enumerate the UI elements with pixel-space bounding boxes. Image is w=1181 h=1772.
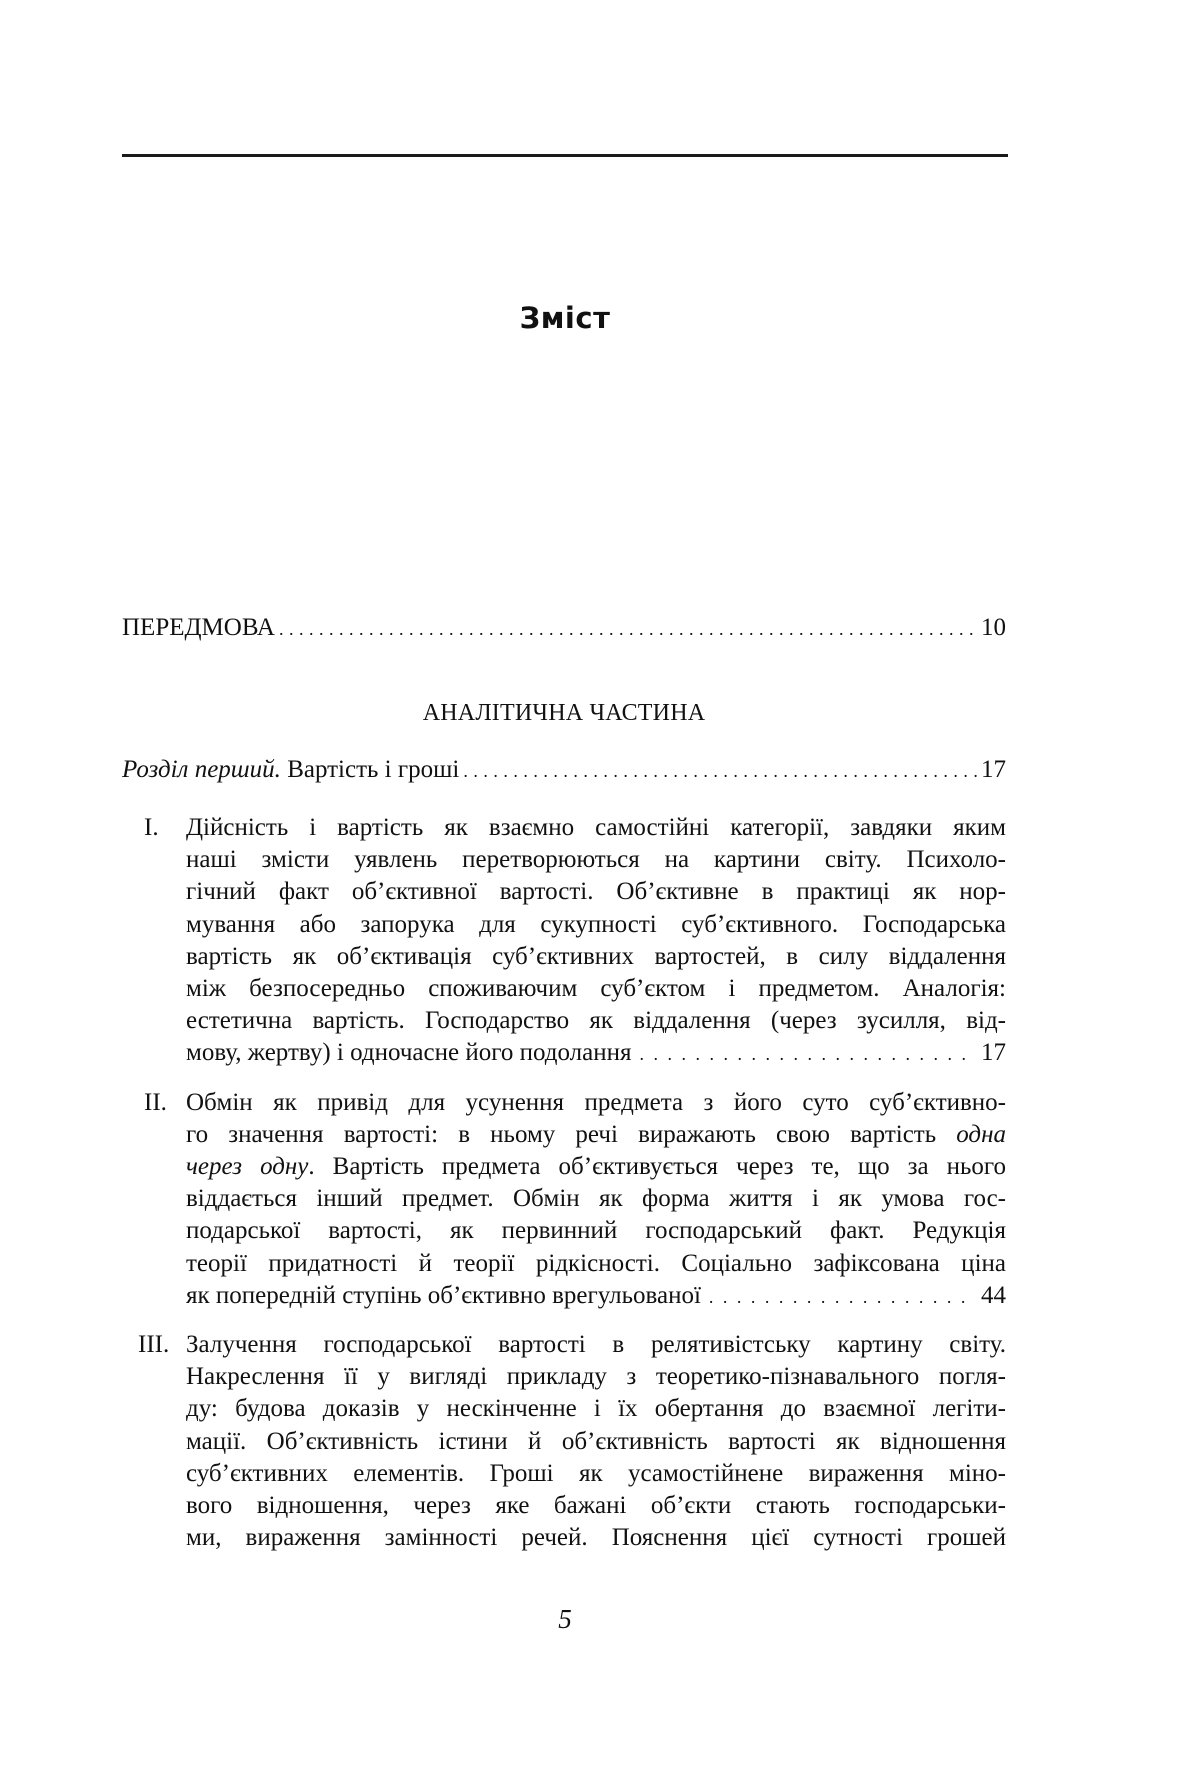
- entry-text-emphasis: через одну: [186, 1153, 309, 1181]
- entry-text-fragment: . Вартість предмета об’єктивується через те, що за нього: [308, 1153, 1006, 1181]
- dot-leader: [709, 1280, 973, 1313]
- top-rule: [122, 154, 1008, 157]
- entry-text-fragment: го значення вартості: в ньому речі виражають свою вартість: [186, 1120, 957, 1148]
- toc-entry-label: ПЕРЕДМОВА: [122, 614, 275, 641]
- entry-text-line: [186, 1119, 1006, 1151]
- entry-text-line: подарської вартості, як первинний господарський факт. Редукція: [186, 1217, 1006, 1245]
- entry-text-line: [186, 1151, 1006, 1183]
- toc-section-entry-2[interactable]: [122, 1087, 1006, 1313]
- entry-text-line: теорії придатності й теорії рідкісності. Соціально зафіксована ціна: [186, 1249, 1006, 1277]
- chapter-label: Розділ перший.: [122, 756, 281, 783]
- toc-page-number: 17: [981, 756, 1006, 783]
- toc-page-number: 10: [981, 614, 1006, 641]
- entry-text-line: суб’єктивних елементів. Гроші як усамостійнене вираження міно-: [186, 1459, 1006, 1487]
- toc-section-entry-3[interactable]: [122, 1329, 1006, 1554]
- entry-text-line: наші змісти уявлень перетворюються на картини світу. Психоло-: [186, 846, 1006, 874]
- entry-text-line: віддається інший предмет. Обмін як форма життя і як умова гос-: [186, 1185, 1006, 1213]
- section-number: II.: [144, 1088, 167, 1116]
- entry-text-line: мування або запорука для сукупності суб’єктивного. Господарська: [186, 910, 1006, 938]
- chapter-title: Вартість і гроші: [287, 756, 460, 783]
- entry-text-line: ми, вираження замінності речей. Пояснення цієї сутності грошей: [186, 1524, 1006, 1552]
- section-number: I.: [144, 814, 159, 841]
- page-title: Зміст: [519, 301, 611, 335]
- entry-text-line: естетична вартість. Господарство як віддалення (через зусилля, від-: [186, 1007, 1006, 1035]
- part-heading: АНАЛІТИЧНА ЧАСТИНА: [422, 700, 706, 726]
- entry-text-line: гічний факт об’єктивної вартості. Об’єктивне в практиці як нор-: [186, 878, 1006, 906]
- entry-text-line: ду: будова доказів у нескінченне і їх обертання до взаємної легіти-: [186, 1395, 1006, 1423]
- entry-text-line: вартість як об’єктивація суб’єктивних вартостей, в силу віддалення: [186, 942, 1006, 970]
- dot-leader: [463, 754, 977, 787]
- section-entries: [122, 812, 1006, 1570]
- section-number: III.: [138, 1331, 170, 1359]
- entry-text-line: вого відношення, через яке бажані об’єкти стають господарськи-: [186, 1492, 1006, 1520]
- entry-last-line: [186, 1280, 1006, 1313]
- entry-last-line: [186, 1037, 1006, 1070]
- toc-entry-preface[interactable]: [122, 612, 1006, 645]
- page-number: 5: [558, 1604, 572, 1634]
- dot-leader: [639, 1037, 973, 1070]
- entry-text-line: мову, жертву) і одночасне його подолання: [186, 1039, 632, 1067]
- entry-text-line: мації. Об’єктивність істини й об’єктивність вартості як відношення: [186, 1427, 1006, 1455]
- entry-text-line: Накреслення її у вигляді прикладу з теоретико-пізнавального погля-: [186, 1363, 1006, 1391]
- toc-page-number: 17: [981, 1039, 1006, 1067]
- toc-entry-chapter-1[interactable]: [122, 754, 1006, 787]
- dot-leader: [279, 612, 977, 645]
- entry-text-line: між безпосередньо споживаючим суб’єктом і предметом. Аналогія:: [186, 975, 1006, 1003]
- entry-text-line: Залучення господарської вартості в релятивістську картину світу.: [186, 1331, 1006, 1359]
- toc-section-entry-1[interactable]: [122, 812, 1006, 1071]
- entry-text-emphasis: одна: [956, 1120, 1006, 1148]
- entry-text-line: як попередній ступінь об’єктивно врегульованої: [186, 1281, 701, 1309]
- toc-page-number: 44: [981, 1281, 1006, 1309]
- entry-text-line: Дійсність і вартість як взаємно самостійні категорії, завдяки яким: [186, 814, 1006, 841]
- entry-text-line: Обмін як привід для усунення предмета з його суто суб’єктивно-: [186, 1088, 1006, 1116]
